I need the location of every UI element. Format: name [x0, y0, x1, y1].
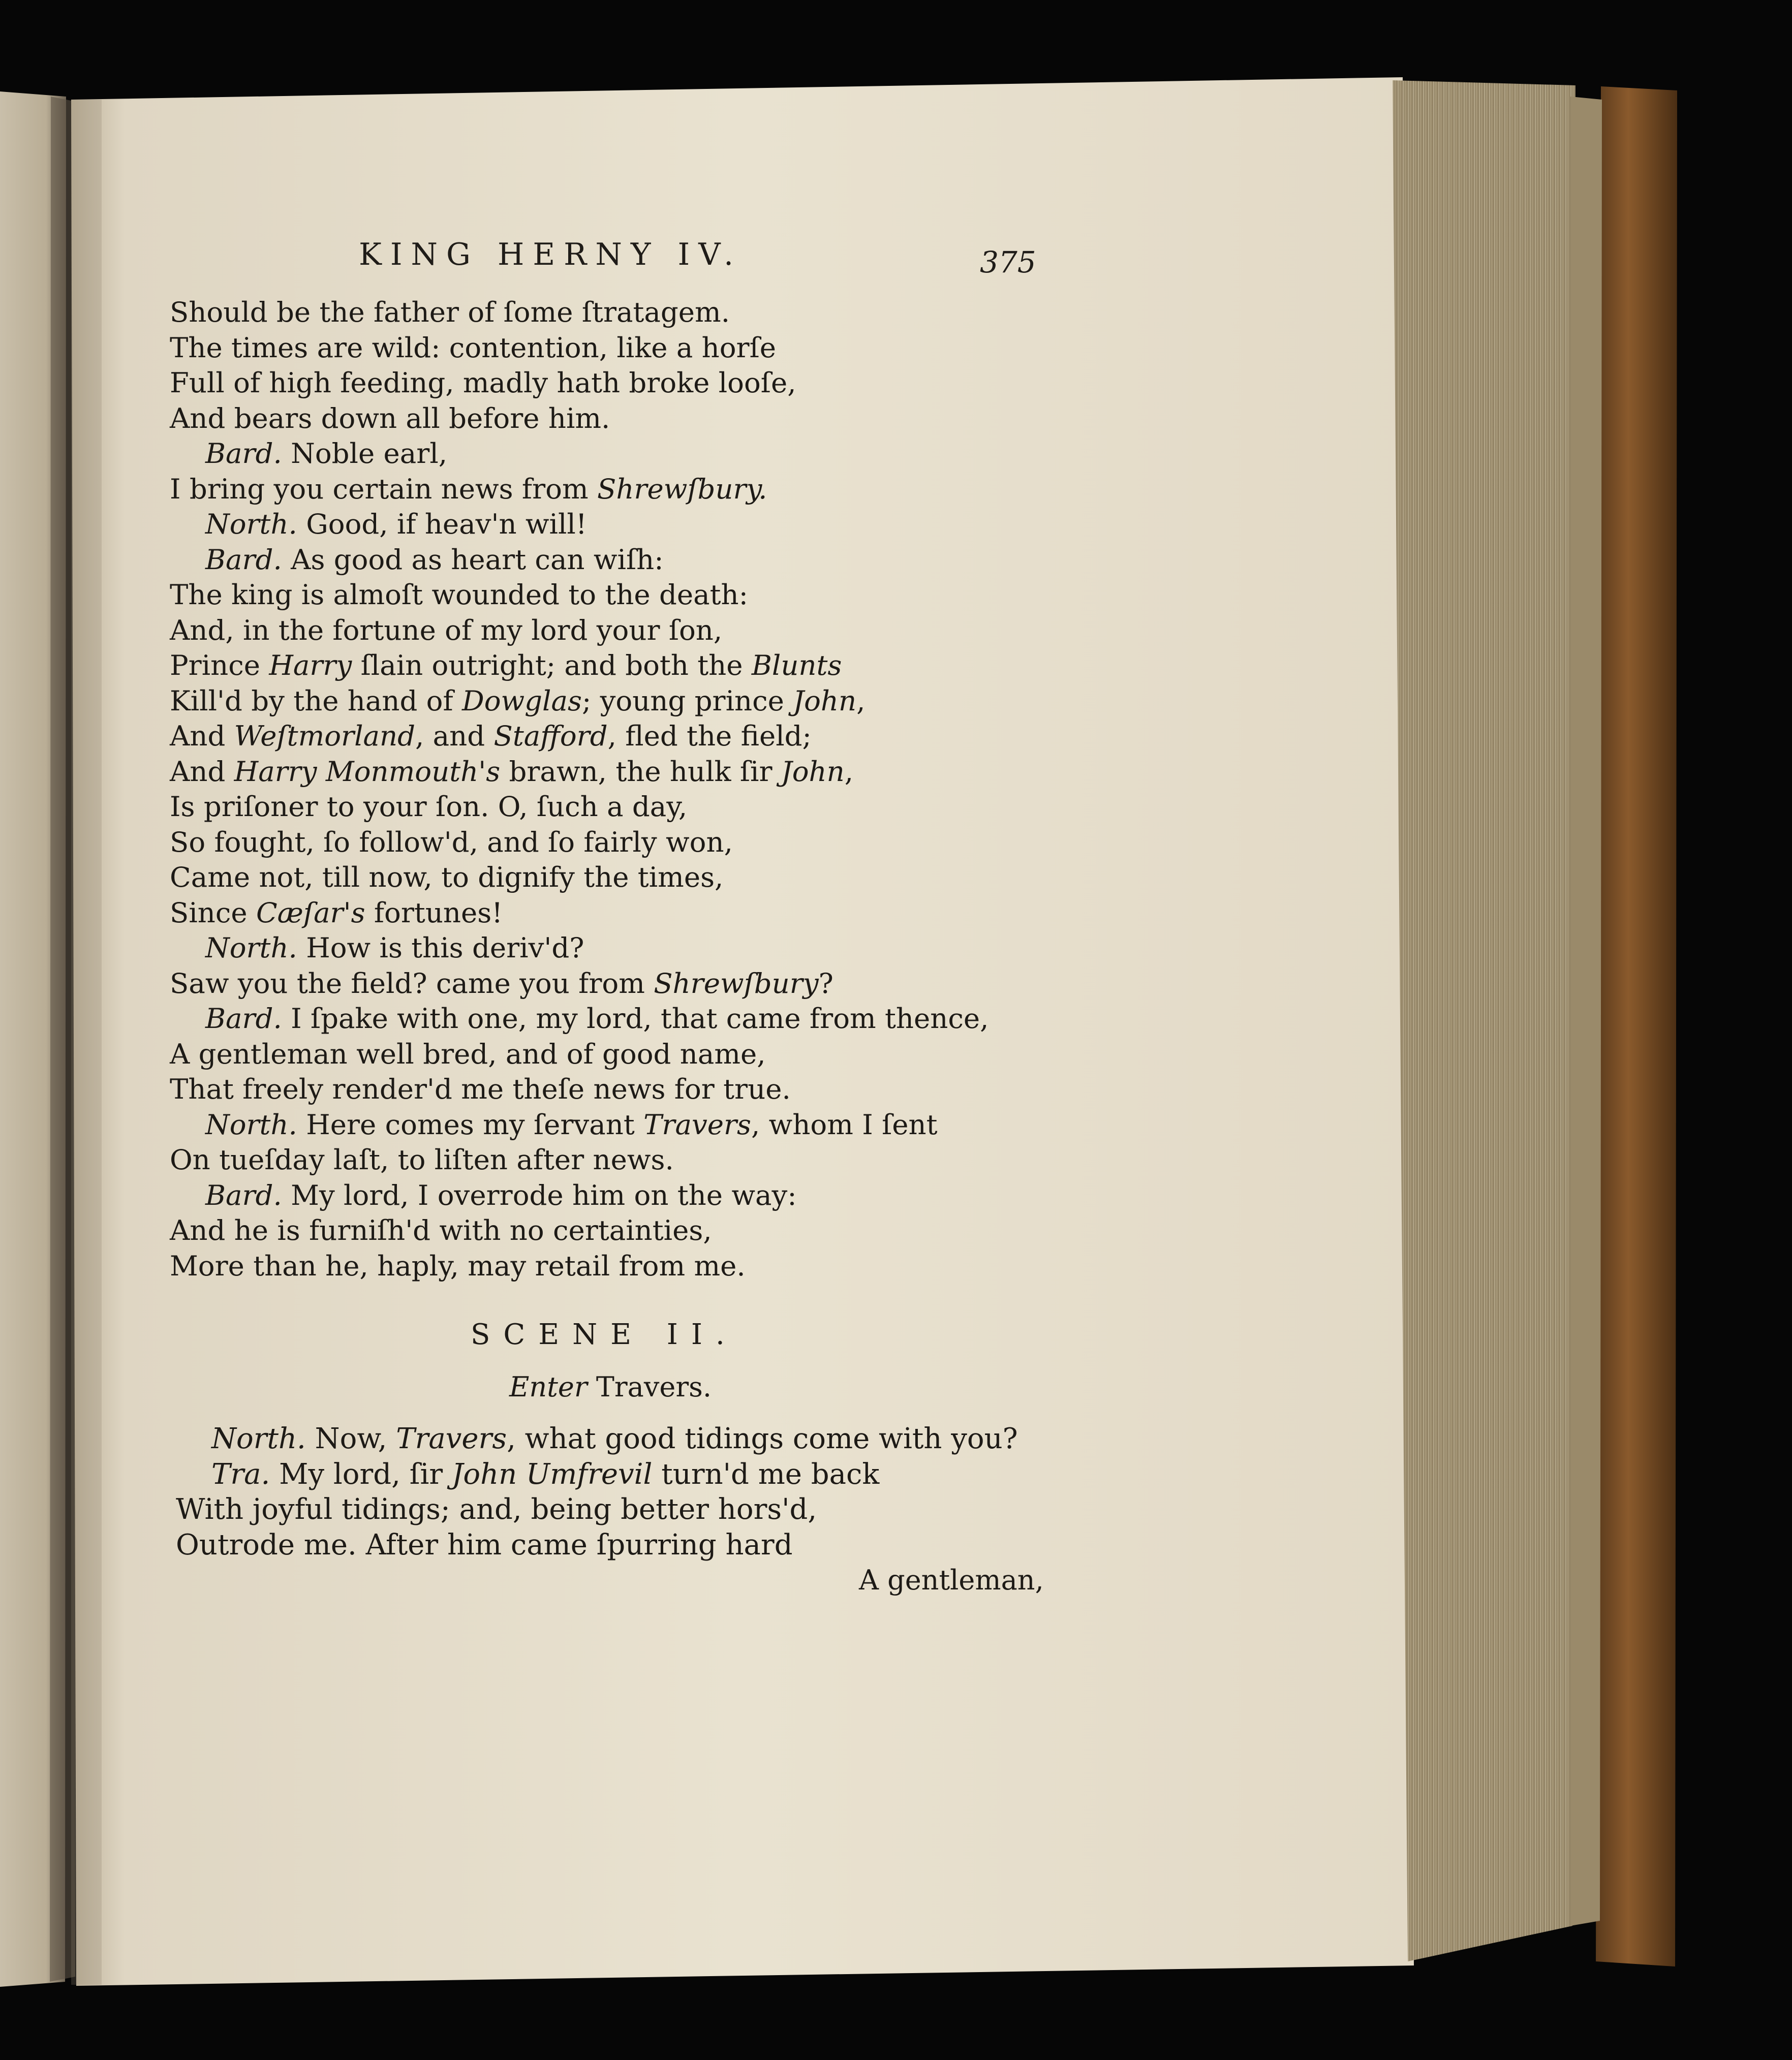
text-span: As good as heart can wiſh:: [282, 543, 664, 576]
italic-text: Weſtmorland: [234, 720, 416, 752]
text-span: And he is furniſh'd with no certainties,: [170, 1214, 712, 1246]
verse-line: [170, 1249, 988, 1284]
verse-line: [170, 930, 988, 966]
italic-text: Harry Monmouth's: [234, 755, 501, 788]
verse-line: [176, 1492, 1018, 1528]
italic-text: Cæſar's: [256, 896, 365, 929]
text-span: Is priſoner to your ſon. O, ſuch a day,: [170, 790, 688, 823]
verse-line: [170, 472, 988, 507]
text-span: Prince: [170, 649, 269, 681]
text-span: ?: [818, 966, 833, 1000]
text-span: My lord, ſir: [270, 1457, 452, 1491]
text-span: I bring you certain news from: [170, 472, 597, 505]
text-span: Travers.: [587, 1371, 712, 1403]
verse-line: [170, 966, 988, 1002]
catchword: A gentleman,: [859, 1564, 1044, 1596]
text-span: That freely render'd me theſe news for true.: [170, 1073, 791, 1105]
italic-text: John: [793, 684, 857, 717]
text-span: Outrode me. After him came ſpurring hard: [176, 1528, 793, 1562]
text-span: Kill'd by the hand of: [170, 684, 462, 717]
italic-text: Travers: [643, 1108, 752, 1141]
verse-line: [170, 1072, 988, 1107]
text-span: ,: [856, 684, 866, 717]
italic-text: North.: [211, 1422, 306, 1455]
verse-line: [170, 1037, 988, 1072]
text-span: I ſpake with one, my lord, that came from thence,: [282, 1002, 989, 1035]
text-span: With joyful tidings; and, being better hors'd,: [176, 1493, 817, 1526]
verse-line: [170, 542, 988, 578]
verse-line: [170, 507, 988, 542]
text-span: And, in the fortune of my lord your ſon,: [170, 613, 723, 646]
text-span: Noble earl,: [282, 437, 448, 470]
verse-line: [170, 436, 988, 472]
text-span: Should be the father of ſome ſtratagem.: [170, 296, 730, 328]
verse-line: [170, 613, 988, 648]
text-span: ; young prince: [581, 684, 793, 717]
verse-line: [176, 1422, 1018, 1457]
text-span: Here comes my ſervant: [297, 1108, 644, 1141]
italic-text: Bard.: [205, 1002, 282, 1035]
italic-text: North.: [205, 931, 297, 964]
italic-text: Shrewſbury.: [597, 472, 767, 505]
verse-line: [170, 789, 988, 825]
text-span: A gentleman well bred, and of good name,: [170, 1037, 766, 1070]
text-span: On tueſday laſt, to liſten after news.: [170, 1143, 674, 1176]
text-span: Saw you the field? came you from: [170, 966, 654, 1000]
text-span: So fought, ſo follow'd, and ſo fairly won,: [170, 825, 733, 858]
verse-line: [170, 648, 988, 683]
verse-line: [170, 330, 988, 366]
verse-line: [170, 719, 988, 754]
verse-line: [170, 825, 988, 860]
verse-line: [170, 895, 988, 931]
verse-line: [170, 1213, 988, 1249]
text-span: Came not, till now, to dignify the times,: [170, 861, 724, 893]
italic-text: John Umfrevil: [451, 1457, 653, 1491]
running-head: KING HERNY IV.: [359, 237, 743, 272]
text-span: And bears down all before him.: [170, 401, 610, 434]
text-span: , fled the field;: [607, 720, 812, 752]
text-span: Good, if heav'n will!: [297, 508, 587, 540]
text-span: The times are wild: contention, like a horſe: [170, 331, 777, 364]
text-span: My lord, I overrode him on the way:: [282, 1178, 797, 1211]
italic-text: Enter: [509, 1371, 588, 1403]
text-span: And: [170, 755, 234, 788]
italic-text: Stafford: [493, 720, 608, 752]
stage-direction: [509, 1371, 712, 1403]
text-span: , whom I ſent: [751, 1108, 938, 1141]
verse-line: [170, 401, 988, 436]
text-span: ,: [844, 755, 854, 788]
italic-text: Harry: [269, 649, 352, 681]
verse-line: [170, 1178, 988, 1213]
text-span: More than he, haply, may retail from me.: [170, 1249, 746, 1282]
text-span: Since: [170, 896, 256, 929]
text-span: fortunes!: [365, 896, 503, 929]
text-span: How is this deriv'd?: [297, 931, 584, 964]
text-span: Full of high feeding, madly hath broke looſe,: [170, 366, 796, 399]
italic-text: Dowglas: [462, 684, 582, 717]
text-span: , and: [415, 720, 494, 752]
verse-line: [170, 683, 988, 719]
italic-text: North.: [205, 1108, 297, 1141]
verse-line: [170, 1107, 988, 1143]
text-span: brawn, the hulk ſir: [500, 755, 781, 788]
italic-text: John: [781, 755, 845, 788]
page-number: 375: [980, 245, 1036, 279]
italic-text: Travers: [396, 1422, 507, 1455]
text-span: , what good tidings come with you?: [507, 1422, 1018, 1455]
verse-line: [170, 295, 988, 330]
italic-text: Tra.: [211, 1457, 270, 1491]
verse-block-2: [176, 1422, 1018, 1563]
text-span: ſlain outright; and both the: [352, 649, 752, 681]
italic-text: North.: [205, 508, 297, 540]
verse-line: [170, 754, 988, 790]
text-span: And: [170, 720, 234, 752]
verse-block-1: [170, 295, 988, 1284]
italic-text: Shrewſbury: [654, 966, 819, 1000]
italic-text: Bard.: [205, 1178, 282, 1211]
verse-line: [170, 365, 988, 401]
italic-text: Bard.: [205, 437, 282, 470]
verse-line: [170, 577, 988, 613]
text-span: turn'd me back: [652, 1457, 880, 1491]
scene-heading: SCENE II.: [471, 1318, 738, 1351]
text-span: The king is almoſt wounded to the death:: [170, 578, 748, 611]
verse-line: [176, 1528, 1018, 1564]
italic-text: Bard.: [205, 543, 282, 576]
verse-line: [170, 1142, 988, 1178]
text-span: Now,: [305, 1422, 396, 1455]
verse-line: [170, 1001, 988, 1037]
verse-line: [176, 1457, 1018, 1493]
italic-text: Blunts: [751, 649, 842, 681]
verse-line: [170, 860, 988, 895]
